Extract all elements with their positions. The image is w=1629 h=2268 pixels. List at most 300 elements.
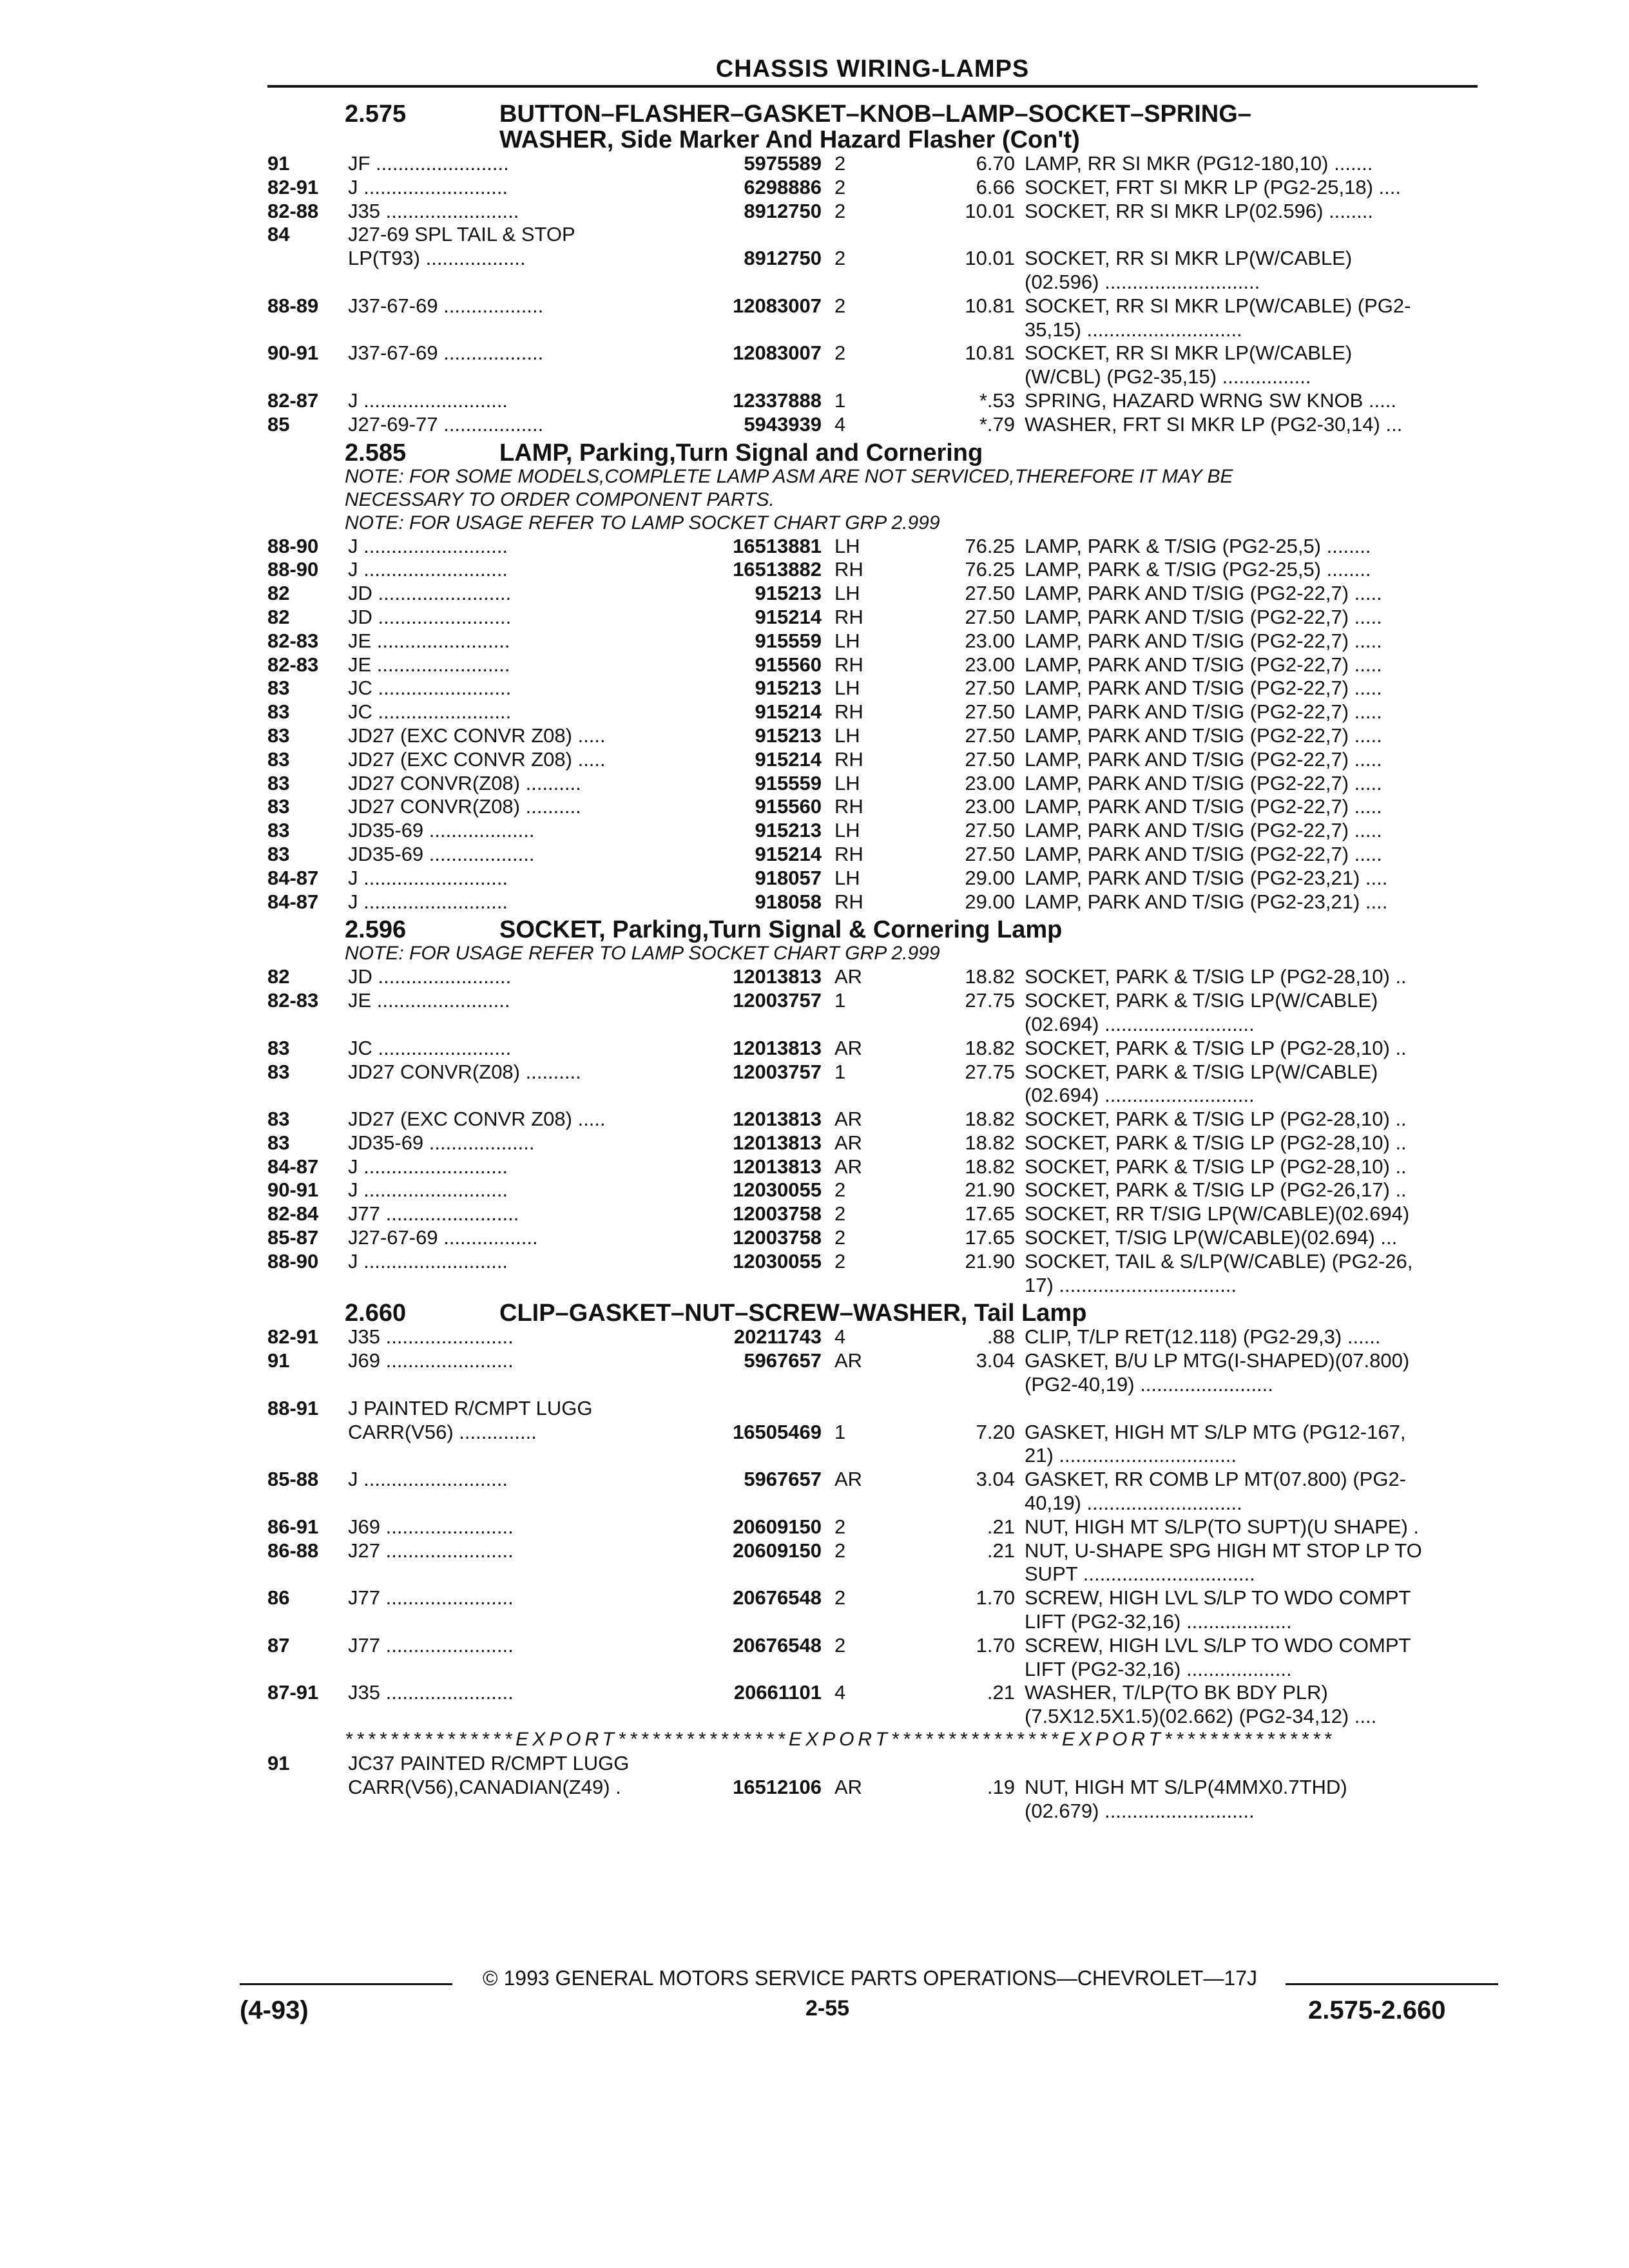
year-cell: 88-89 (267, 294, 319, 317)
description-cell: SPRING, HAZARD WRNG SW KNOB ..... (1025, 389, 1396, 412)
description-cell: SOCKET, TAIL & S/LP(W/CABLE) (PG2-26, (1025, 1249, 1413, 1273)
table-row (267, 989, 1492, 1013)
application-cell: J27-69-77 .................. (348, 412, 544, 436)
table-row (267, 606, 1492, 629)
part-number-cell: 8912750 (744, 199, 822, 222)
table-row (267, 1178, 1492, 1202)
quantity-cell: AR (834, 1349, 863, 1372)
table-row (267, 318, 1492, 342)
part-number-cell: 12003758 (733, 1226, 822, 1249)
part-number-cell: 915559 (755, 629, 822, 652)
table-row (267, 1586, 1492, 1610)
table-row (267, 1800, 1492, 1823)
table-row (267, 413, 1492, 437)
footer-date-code: (4-93) (240, 1996, 309, 2024)
price-cell: 6.70 (976, 152, 1015, 175)
part-number-cell: 20211743 (733, 1325, 822, 1349)
price-cell: .21 (987, 1681, 1015, 1704)
price-cell: 3.04 (976, 1349, 1015, 1372)
description-cell: LAMP, PARK AND T/SIG (PG2-22,7) ..... (1025, 653, 1382, 676)
part-number-cell: 12083007 (733, 341, 822, 365)
part-number-cell: 16512106 (733, 1775, 822, 1798)
application-cell: J PAINTED R/CMPT LUGG (348, 1396, 593, 1419)
part-number-cell: 915213 (755, 677, 822, 700)
application-cell: J69 ....................... (348, 1515, 514, 1538)
part-number-cell: 12003757 (733, 1060, 822, 1083)
table-row (267, 1131, 1492, 1155)
part-number-cell: 915214 (755, 747, 822, 771)
quantity-cell: 2 (834, 175, 846, 198)
part-number-cell: 8912750 (744, 247, 822, 270)
part-number-cell: 12013813 (733, 1108, 822, 1131)
price-cell: 10.81 (965, 341, 1015, 365)
application-cell: J .......................... (348, 1249, 508, 1273)
footer-rule-left (240, 1983, 452, 1985)
quantity-cell: 2 (834, 247, 846, 270)
description-cell: (02.694) ........................... (1025, 1084, 1255, 1107)
application-cell: JC ........................ (348, 677, 512, 700)
section-title-line2: WASHER, Side Marker And Hazard Flasher (Con't) (499, 126, 1080, 153)
table-row (267, 1681, 1492, 1705)
quantity-cell: 2 (834, 1515, 846, 1538)
part-number-cell: 20676548 (733, 1586, 822, 1610)
application-cell: JD35-69 ................... (348, 1131, 535, 1154)
year-cell: 91 (267, 1349, 290, 1372)
table-row (267, 700, 1492, 724)
part-number-cell: 12013813 (733, 965, 822, 988)
price-cell: 29.00 (965, 866, 1015, 889)
footer-section-range: 2.575-2.660 (1308, 1996, 1446, 2024)
price-cell: 3.04 (976, 1468, 1015, 1491)
description-cell: SOCKET, RR SI MKR LP(W/CABLE) (1025, 341, 1353, 365)
quantity-cell: 4 (834, 1681, 846, 1704)
year-cell: 82 (267, 965, 290, 988)
table-row (267, 1061, 1492, 1084)
price-cell: 23.00 (965, 629, 1015, 652)
price-cell: 17.65 (965, 1202, 1015, 1225)
application-cell: CARR(V56),CANADIAN(Z49) . (348, 1775, 621, 1798)
section-number: 2.585 (345, 439, 407, 466)
part-number-cell: 12030055 (733, 1178, 822, 1202)
year-cell: 88-91 (267, 1396, 319, 1419)
year-cell: 84-87 (267, 1155, 319, 1178)
section-title: LAMP, Parking,Turn Signal and Cornering (499, 439, 983, 466)
section-note: NECESSARY TO ORDER COMPONENT PARTS. (345, 488, 775, 510)
part-number-cell: 918058 (755, 890, 822, 913)
table-row (267, 1562, 1492, 1586)
price-cell: 18.82 (965, 1131, 1015, 1154)
quantity-cell: AR (834, 1108, 863, 1131)
quantity-cell: LH (834, 724, 860, 747)
price-cell: 18.82 (965, 965, 1015, 988)
year-cell: 88-90 (267, 1249, 319, 1273)
year-cell: 83 (267, 1036, 290, 1059)
part-number-cell: 5967657 (744, 1468, 822, 1491)
table-row (267, 890, 1492, 914)
quantity-cell: 1 (834, 1060, 846, 1083)
year-cell: 83 (267, 677, 290, 700)
table-row (267, 247, 1492, 271)
price-cell: .21 (987, 1515, 1015, 1538)
year-cell: 83 (267, 747, 290, 771)
part-number-cell: 20609150 (733, 1515, 822, 1538)
part-number-cell: 16513881 (733, 534, 822, 557)
price-cell: 76.25 (965, 558, 1015, 581)
quantity-cell: AR (834, 965, 863, 988)
description-cell: LAMP, PARK AND T/SIG (PG2-22,7) ..... (1025, 700, 1382, 724)
application-cell: J77 ........................ (348, 1202, 519, 1225)
quantity-cell: 1 (834, 989, 846, 1012)
application-cell: J .......................... (348, 389, 508, 412)
application-cell: J .......................... (348, 866, 508, 889)
description-cell: 35,15) ............................ (1025, 318, 1242, 341)
part-number-cell: 5967657 (744, 1349, 822, 1372)
price-cell: *.79 (979, 412, 1015, 436)
description-cell: CLIP, T/LP RET(12.118) (PG2-29,3) ...... (1025, 1325, 1381, 1349)
section-heading (267, 1300, 1492, 1325)
year-cell: 83 (267, 771, 290, 794)
application-cell: J35 ........................ (348, 199, 519, 222)
description-cell: (02.679) ........................... (1025, 1799, 1255, 1822)
description-cell: (02.694) ........................... (1025, 1012, 1255, 1035)
quantity-cell: AR (834, 1468, 863, 1491)
price-cell: 76.25 (965, 534, 1015, 557)
application-cell: J69 ....................... (348, 1349, 514, 1372)
description-cell: SCREW, HIGH LVL S/LP TO WDO COMPT (1025, 1633, 1411, 1657)
table-row (267, 867, 1492, 890)
year-cell: 82 (267, 605, 290, 628)
table-row (267, 653, 1492, 677)
table-row (267, 200, 1492, 224)
price-cell: *.53 (979, 389, 1015, 412)
description-cell: SOCKET, PARK & T/SIG LP (PG2-28,10) .. (1025, 965, 1407, 988)
year-cell: 83 (267, 842, 290, 865)
table-row (267, 1274, 1492, 1298)
application-cell: CARR(V56) .............. (348, 1420, 537, 1443)
part-number-cell: 5943939 (744, 412, 822, 436)
description-cell: SOCKET, PARK & T/SIG LP (PG2-28,10) .. (1025, 1108, 1407, 1131)
quantity-cell: 4 (834, 1325, 846, 1349)
description-cell: 21) ................................ (1025, 1444, 1237, 1467)
price-cell: 27.50 (965, 747, 1015, 771)
year-cell: 91 (267, 152, 290, 175)
application-cell: J .......................... (348, 890, 508, 913)
application-cell: JE ........................ (348, 653, 510, 676)
table-row (267, 365, 1492, 389)
table-row (267, 223, 1492, 247)
description-cell: (7.5X12.5X1.5)(02.662) (PG2-34,12) .... (1025, 1705, 1377, 1728)
price-cell: 18.82 (965, 1036, 1015, 1059)
quantity-cell: 1 (834, 389, 846, 412)
description-cell: LIFT (PG2-32,16) ................... (1025, 1610, 1292, 1633)
description-cell: SOCKET, PARK & T/SIG LP (PG2-28,10) .. (1025, 1155, 1407, 1178)
description-cell: LAMP, PARK AND T/SIG (PG2-22,7) ..... (1025, 605, 1382, 628)
price-cell: 27.50 (965, 842, 1015, 865)
description-cell: SUPT ............................... (1025, 1562, 1255, 1586)
quantity-cell: 2 (834, 341, 846, 365)
description-cell: LAMP, PARK AND T/SIG (PG2-22,7) ..... (1025, 795, 1382, 818)
price-cell: 27.50 (965, 605, 1015, 628)
application-cell: J27-67-69 ................. (348, 1226, 538, 1249)
quantity-cell: 2 (834, 1586, 846, 1610)
price-cell: 18.82 (965, 1108, 1015, 1131)
application-cell: J77 ....................... (348, 1586, 514, 1610)
price-cell: 23.00 (965, 653, 1015, 676)
table-row (267, 1752, 1492, 1776)
description-cell: WASHER, FRT SI MKR LP (PG2-30,14) ... (1025, 412, 1403, 436)
description-cell: LAMP, PARK & T/SIG (PG2-25,5) ........ (1025, 558, 1371, 581)
price-cell: 18.82 (965, 1155, 1015, 1178)
part-number-cell: 12013813 (733, 1036, 822, 1059)
application-cell: J .......................... (348, 534, 508, 557)
application-cell: JD ........................ (348, 605, 512, 628)
year-cell: 83 (267, 819, 290, 842)
year-cell: 82-87 (267, 389, 319, 412)
description-cell: LAMP, PARK AND T/SIG (PG2-22,7) ..... (1025, 582, 1382, 605)
section-number: 2.660 (345, 1300, 407, 1327)
table-row (267, 1515, 1492, 1539)
application-cell: J77 ....................... (348, 1633, 514, 1657)
application-cell: JC37 PAINTED R/CMPT LUGG (348, 1752, 630, 1775)
section-number: 2.596 (345, 916, 407, 944)
year-cell: 83 (267, 724, 290, 747)
table-row (267, 724, 1492, 748)
price-cell: 10.01 (965, 247, 1015, 270)
description-cell: SOCKET, RR SI MKR LP(W/CABLE) (PG2- (1025, 294, 1411, 317)
quantity-cell: 2 (834, 1539, 846, 1562)
part-number-cell: 6298886 (744, 175, 822, 198)
part-number-cell: 918057 (755, 866, 822, 889)
table-row (267, 582, 1492, 606)
year-cell: 88-90 (267, 534, 319, 557)
section-heading (267, 439, 1492, 465)
header-rule (267, 85, 1478, 88)
description-cell: SOCKET, PARK & T/SIG LP (PG2-28,10) .. (1025, 1036, 1407, 1059)
table-row (267, 1226, 1492, 1250)
quantity-cell: AR (834, 1775, 863, 1798)
description-cell: WASHER, T/LP(TO BK BDY PLR) (1025, 1681, 1328, 1704)
year-cell: 82-91 (267, 1325, 319, 1349)
application-cell: JF ........................ (348, 152, 509, 175)
application-cell: JE ........................ (348, 629, 510, 652)
quantity-cell: LH (834, 866, 860, 889)
description-cell: (PG2-40,19) ........................ (1025, 1373, 1273, 1396)
price-cell: 23.00 (965, 795, 1015, 818)
description-cell: LAMP, RR SI MKR (PG12-180,10) ....... (1025, 152, 1373, 175)
section-heading (267, 916, 1492, 942)
description-cell: (W/CBL) (PG2-35,15) ................ (1025, 365, 1311, 389)
section-title: SOCKET, Parking,Turn Signal & Cornering Lamp (499, 916, 1063, 944)
table-row (267, 1421, 1492, 1445)
application-cell: J27 ....................... (348, 1539, 514, 1562)
description-cell: LAMP, PARK AND T/SIG (PG2-22,7) ..... (1025, 724, 1382, 747)
price-cell: 29.00 (965, 890, 1015, 913)
quantity-cell: LH (834, 534, 860, 557)
year-cell: 83 (267, 700, 290, 724)
table-row (267, 819, 1492, 843)
quantity-cell: AR (834, 1036, 863, 1059)
table-row (267, 629, 1492, 653)
part-number-cell: 915214 (755, 700, 822, 724)
table-row (267, 1349, 1492, 1373)
quantity-cell: RH (834, 605, 863, 628)
quantity-cell: 2 (834, 1178, 846, 1202)
table-row (267, 1444, 1492, 1468)
year-cell: 83 (267, 1131, 290, 1154)
quantity-cell: RH (834, 795, 863, 818)
table-row (267, 677, 1492, 700)
quantity-cell: RH (834, 653, 863, 676)
table-row (267, 1250, 1492, 1274)
application-cell: JD27 (EXC CONVR Z08) ..... (348, 747, 606, 771)
table-row (267, 1658, 1492, 1682)
table-row (267, 1705, 1492, 1729)
part-number-cell: 915213 (755, 724, 822, 747)
table-row (267, 341, 1492, 365)
year-cell: 84-87 (267, 890, 319, 913)
description-cell: SOCKET, PARK & T/SIG LP (PG2-26,17) .. (1025, 1178, 1407, 1202)
year-cell: 82-91 (267, 175, 319, 198)
quantity-cell: AR (834, 1155, 863, 1178)
export-divider: ***************EXPORT***************EXPORT***************EXPORT*************** (345, 1729, 1335, 1751)
price-cell: .21 (987, 1539, 1015, 1562)
description-cell: NUT, HIGH MT S/LP(4MMX0.7THD) (1025, 1775, 1347, 1798)
section-heading-continued (267, 126, 1492, 152)
price-cell: .88 (987, 1325, 1015, 1349)
year-cell: 83 (267, 1108, 290, 1131)
description-cell: LIFT (PG2-32,16) ................... (1025, 1657, 1292, 1680)
price-cell: 27.75 (965, 989, 1015, 1012)
table-row (267, 965, 1492, 989)
application-cell: JD35-69 ................... (348, 819, 535, 842)
description-cell: LAMP, PARK & T/SIG (PG2-25,5) ........ (1025, 534, 1371, 557)
table-row (267, 535, 1492, 559)
page-title: CHASSIS WIRING-LAMPS (715, 55, 1030, 82)
part-number-cell: 12030055 (733, 1249, 822, 1273)
year-cell: 87-91 (267, 1681, 319, 1704)
price-cell: 1.70 (976, 1633, 1015, 1657)
year-cell: 82-83 (267, 653, 319, 676)
price-cell: 23.00 (965, 771, 1015, 794)
table-row (267, 1373, 1492, 1397)
description-cell: LAMP, PARK AND T/SIG (PG2-22,7) ..... (1025, 842, 1382, 865)
quantity-cell: 4 (834, 412, 846, 436)
description-cell: SOCKET, T/SIG LP(W/CABLE)(02.694) ... (1025, 1226, 1398, 1249)
part-number-cell: 12003758 (733, 1202, 822, 1225)
price-cell: 10.81 (965, 294, 1015, 317)
table-row (267, 1013, 1492, 1037)
application-cell: JD27 CONVR(Z08) .......... (348, 771, 581, 794)
price-cell: 6.66 (976, 175, 1015, 198)
table-row (267, 1202, 1492, 1226)
quantity-cell: RH (834, 890, 863, 913)
description-cell: LAMP, PARK AND T/SIG (PG2-23,21) .... (1025, 890, 1388, 913)
table-row (267, 1037, 1492, 1061)
footer-rule-right (1286, 1983, 1498, 1985)
table-row (267, 843, 1492, 867)
part-number-cell: 16513882 (733, 558, 822, 581)
part-number-cell: 16505469 (733, 1420, 822, 1443)
application-cell: J35 ....................... (348, 1325, 514, 1349)
application-cell: LP(T93) .................. (348, 247, 526, 270)
application-cell: J37-67-69 .................. (348, 341, 544, 365)
quantity-cell: 2 (834, 199, 846, 222)
description-cell: GASKET, RR COMB LP MT(07.800) (PG2- (1025, 1468, 1407, 1491)
quantity-cell: LH (834, 771, 860, 794)
table-row (267, 152, 1492, 176)
table-row (267, 1539, 1492, 1563)
description-cell: SCREW, HIGH LVL S/LP TO WDO COMPT (1025, 1586, 1411, 1610)
quantity-cell: LH (834, 582, 860, 605)
section-note: NOTE: FOR USAGE REFER TO LAMP SOCKET CHART GRP 2.999 (345, 512, 940, 533)
section-title: BUTTON–FLASHER–GASKET–KNOB–LAMP–SOCKET–SPRING– (499, 101, 1251, 128)
description-cell: LAMP, PARK AND T/SIG (PG2-22,7) ..... (1025, 771, 1382, 794)
table-row (267, 748, 1492, 772)
description-cell: NUT, HIGH MT S/LP(TO SUPT)(U SHAPE) . (1025, 1515, 1420, 1538)
description-cell: GASKET, B/U LP MTG(I-SHAPED)(07.800) (1025, 1349, 1410, 1372)
description-cell: SOCKET, PARK & T/SIG LP (PG2-28,10) .. (1025, 1131, 1407, 1154)
description-cell: SOCKET, RR T/SIG LP(W/CABLE)(02.694) (1025, 1202, 1410, 1225)
quantity-cell: RH (834, 700, 863, 724)
part-number-cell: 915213 (755, 819, 822, 842)
part-number-cell: 915214 (755, 605, 822, 628)
quantity-cell: 2 (834, 1226, 846, 1249)
part-number-cell: 12337888 (733, 389, 822, 412)
part-number-cell: 12083007 (733, 294, 822, 317)
part-number-cell: 915214 (755, 842, 822, 865)
application-cell: JD27 CONVR(Z08) .......... (348, 1060, 581, 1083)
part-number-cell: 5975589 (744, 152, 822, 175)
description-cell: LAMP, PARK AND T/SIG (PG2-22,7) ..... (1025, 747, 1382, 771)
quantity-cell: LH (834, 629, 860, 652)
quantity-cell: 2 (834, 1633, 846, 1657)
application-cell: J37-67-69 .................. (348, 294, 544, 317)
table-row (267, 1084, 1492, 1108)
description-cell: (02.596) ............................ (1025, 270, 1260, 293)
description-cell: 17) ................................ (1025, 1273, 1237, 1296)
section-note: NOTE: FOR USAGE REFER TO LAMP SOCKET CHART GRP 2.999 (345, 943, 940, 965)
quantity-cell: RH (834, 842, 863, 865)
application-cell: JE ........................ (348, 989, 510, 1012)
year-cell: 85-88 (267, 1468, 319, 1491)
table-row (267, 176, 1492, 200)
year-cell: 85-87 (267, 1226, 319, 1249)
price-cell: 7.20 (976, 1420, 1015, 1443)
description-cell: SOCKET, PARK & T/SIG LP(W/CABLE) (1025, 989, 1378, 1012)
table-row (267, 558, 1492, 582)
application-cell: J .......................... (348, 1155, 508, 1178)
table-row (267, 1155, 1492, 1179)
quantity-cell: 2 (834, 152, 846, 175)
application-cell: J .......................... (348, 1178, 508, 1202)
price-cell: 27.50 (965, 700, 1015, 724)
description-cell: SOCKET, RR SI MKR LP(02.596) ........ (1025, 199, 1373, 222)
application-cell: JD ........................ (348, 582, 512, 605)
part-number-cell: 12003757 (733, 989, 822, 1012)
description-cell: LAMP, PARK AND T/SIG (PG2-22,7) ..... (1025, 677, 1382, 700)
year-cell: 82-83 (267, 629, 319, 652)
year-cell: 84 (267, 223, 290, 246)
year-cell: 86-91 (267, 1515, 319, 1538)
parts-listing (267, 98, 1492, 1823)
year-cell: 91 (267, 1752, 290, 1775)
price-cell: 21.90 (965, 1178, 1015, 1202)
description-cell: GASKET, HIGH MT S/LP MTG (PG12-167, (1025, 1420, 1406, 1443)
part-number-cell: 915560 (755, 653, 822, 676)
year-cell: 90-91 (267, 341, 319, 365)
description-cell: SOCKET, PARK & T/SIG LP(W/CABLE) (1025, 1060, 1378, 1083)
year-cell: 85 (267, 412, 290, 436)
